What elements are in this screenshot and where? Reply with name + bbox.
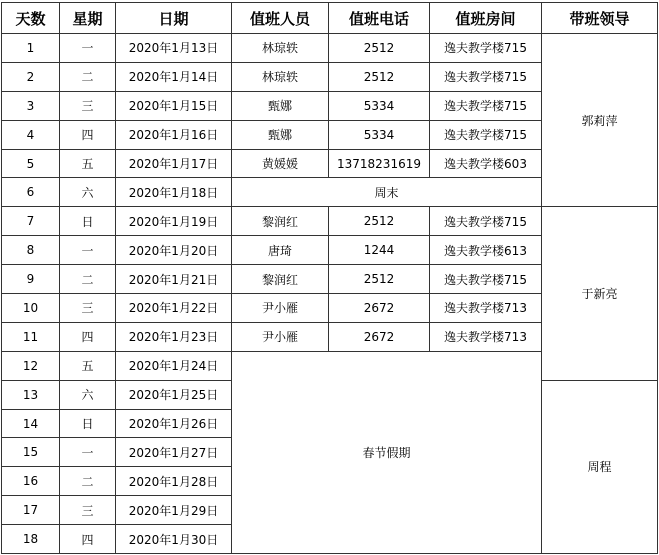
phone-cell: 2672: [329, 294, 430, 323]
header-phone: 值班电话: [329, 3, 430, 34]
room-cell: 逸夫教学楼613: [430, 236, 542, 265]
day-cell: 1: [2, 34, 60, 63]
day-cell: 2: [2, 62, 60, 91]
day-cell: 10: [2, 294, 60, 323]
person-cell: 唐琦: [232, 236, 329, 265]
day-cell: 12: [2, 351, 60, 380]
weekday-cell: 日: [60, 409, 116, 438]
room-cell: 逸夫教学楼713: [430, 294, 542, 323]
day-cell: 6: [2, 178, 60, 207]
weekday-cell: 五: [60, 149, 116, 178]
room-cell: 逸夫教学楼715: [430, 207, 542, 236]
date-cell: 2020年1月16日: [116, 120, 232, 149]
room-cell: 逸夫教学楼603: [430, 149, 542, 178]
date-cell: 2020年1月23日: [116, 322, 232, 351]
date-cell: 2020年1月30日: [116, 525, 232, 554]
date-cell: 2020年1月20日: [116, 236, 232, 265]
weekday-cell: 一: [60, 34, 116, 63]
weekday-cell: 六: [60, 380, 116, 409]
day-cell: 7: [2, 207, 60, 236]
person-cell: 黎润红: [232, 207, 329, 236]
phone-cell: 5334: [329, 120, 430, 149]
weekday-cell: 一: [60, 438, 116, 467]
room-cell: 逸夫教学楼715: [430, 34, 542, 63]
day-cell: 3: [2, 91, 60, 120]
date-cell: 2020年1月13日: [116, 34, 232, 63]
header-person: 值班人员: [232, 3, 329, 34]
date-cell: 2020年1月14日: [116, 62, 232, 91]
weekday-cell: 三: [60, 496, 116, 525]
person-cell: 林琼轶: [232, 34, 329, 63]
day-cell: 17: [2, 496, 60, 525]
table-row: [2, 34, 658, 63]
weekday-cell: 六: [60, 178, 116, 207]
date-cell: 2020年1月17日: [116, 149, 232, 178]
header-weekday: 星期: [60, 3, 116, 34]
day-cell: 5: [2, 149, 60, 178]
person-cell: 尹小雁: [232, 294, 329, 323]
weekday-cell: 三: [60, 91, 116, 120]
day-cell: 4: [2, 120, 60, 149]
weekday-cell: 一: [60, 236, 116, 265]
day-cell: 13: [2, 380, 60, 409]
weekday-cell: 二: [60, 265, 116, 294]
date-cell: 2020年1月24日: [116, 351, 232, 380]
leader-cell-2: 于新亮: [542, 207, 658, 380]
person-cell: 尹小雁: [232, 322, 329, 351]
day-cell: 18: [2, 525, 60, 554]
header-room: 值班房间: [430, 3, 542, 34]
person-cell: 黄媛媛: [232, 149, 329, 178]
weekend-cell: 周末: [232, 178, 542, 207]
room-cell: 逸夫教学楼715: [430, 265, 542, 294]
duty-roster-table: [1, 2, 658, 554]
weekday-cell: 四: [60, 322, 116, 351]
phone-cell: 5334: [329, 91, 430, 120]
weekday-cell: 四: [60, 525, 116, 554]
weekday-cell: 四: [60, 120, 116, 149]
header-day: 天数: [2, 3, 60, 34]
phone-cell: 1244: [329, 236, 430, 265]
header-leader: 带班领导: [542, 3, 658, 34]
date-cell: 2020年1月18日: [116, 178, 232, 207]
day-cell: 11: [2, 322, 60, 351]
person-cell: 黎润红: [232, 265, 329, 294]
date-cell: 2020年1月19日: [116, 207, 232, 236]
day-cell: 8: [2, 236, 60, 265]
day-cell: 16: [2, 467, 60, 496]
room-cell: 逸夫教学楼715: [430, 120, 542, 149]
phone-cell: 2672: [329, 322, 430, 351]
phone-cell: 2512: [329, 207, 430, 236]
room-cell: 逸夫教学楼715: [430, 62, 542, 91]
phone-cell: 13718231619: [329, 149, 430, 178]
leader-cell-1: 郭莉萍: [542, 34, 658, 207]
date-cell: 2020年1月25日: [116, 380, 232, 409]
date-cell: 2020年1月15日: [116, 91, 232, 120]
person-cell: 甄娜: [232, 120, 329, 149]
phone-cell: 2512: [329, 62, 430, 91]
day-cell: 15: [2, 438, 60, 467]
header-row: [2, 3, 658, 34]
phone-cell: 2512: [329, 265, 430, 294]
holiday-cell: 春节假期: [232, 351, 542, 553]
weekday-cell: 日: [60, 207, 116, 236]
phone-cell: 2512: [329, 34, 430, 63]
date-cell: 2020年1月28日: [116, 467, 232, 496]
weekday-cell: 五: [60, 351, 116, 380]
weekday-cell: 二: [60, 467, 116, 496]
weekday-cell: 二: [60, 62, 116, 91]
person-cell: 林琼轶: [232, 62, 329, 91]
person-cell: 甄娜: [232, 91, 329, 120]
weekday-cell: 三: [60, 294, 116, 323]
date-cell: 2020年1月22日: [116, 294, 232, 323]
header-date: 日期: [116, 3, 232, 34]
leader-cell-3: 周程: [542, 380, 658, 553]
date-cell: 2020年1月21日: [116, 265, 232, 294]
date-cell: 2020年1月29日: [116, 496, 232, 525]
table-row: [2, 207, 658, 236]
day-cell: 14: [2, 409, 60, 438]
day-cell: 9: [2, 265, 60, 294]
date-cell: 2020年1月26日: [116, 409, 232, 438]
room-cell: 逸夫教学楼713: [430, 322, 542, 351]
date-cell: 2020年1月27日: [116, 438, 232, 467]
room-cell: 逸夫教学楼715: [430, 91, 542, 120]
